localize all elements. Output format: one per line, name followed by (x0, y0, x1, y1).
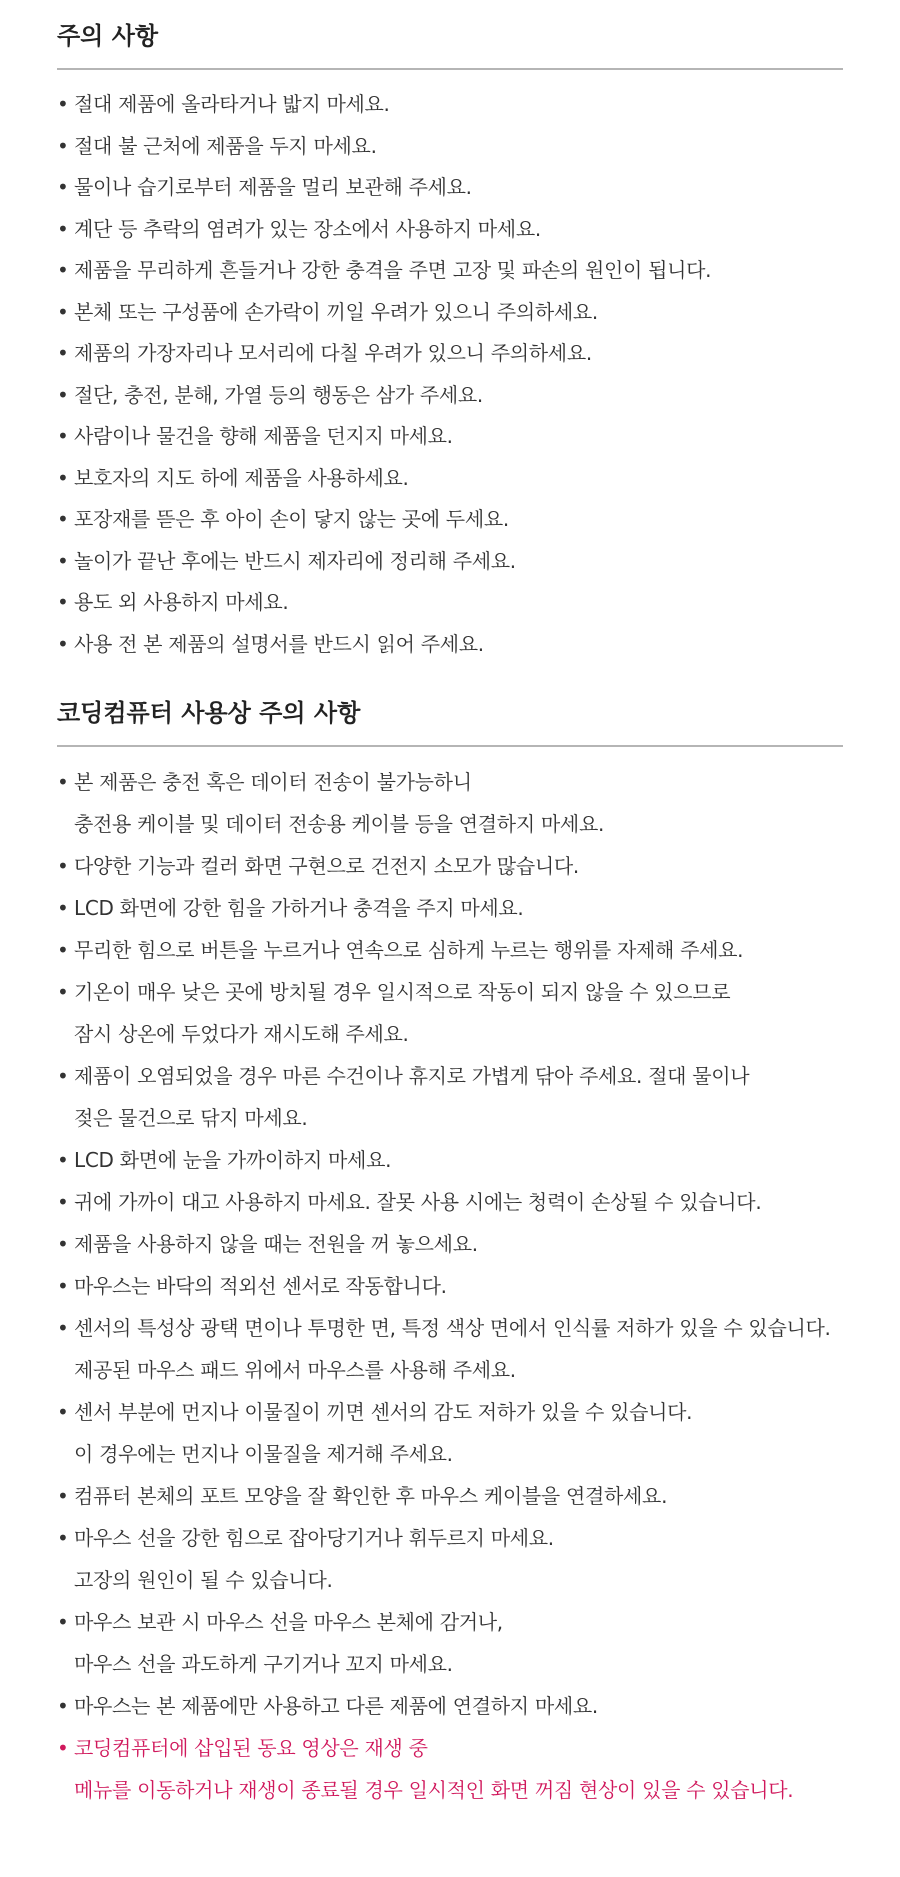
bullet-icon: • (57, 854, 69, 878)
caution-item (57, 375, 843, 417)
caution-item-text: 귀에 가까이 대고 사용하지 마세요. 잘못 사용 시에는 청력이 손상될 수 있습니다. (74, 1190, 762, 1214)
caution-item-text: 물이나 습기로부터 제품을 멀리 보관해 주세요. (74, 175, 472, 199)
bullet-icon: • (57, 507, 69, 531)
caution-item (57, 1601, 843, 1685)
caution-item (57, 84, 843, 126)
caution-item (57, 1517, 843, 1601)
caution-item-text: 제품의 가장자리나 모서리에 다칠 우려가 있으니 주의하세요. (74, 341, 592, 365)
caution-item (57, 845, 843, 887)
bullet-icon: • (57, 1190, 69, 1214)
bullet-icon: • (57, 1400, 69, 1424)
caution-item-text: 마우스 보관 시 마우스 선을 마우스 본체에 감거나, 마우스 선을 과도하게 구기거나 꼬지 마세요. (74, 1610, 503, 1676)
caution-item (57, 1265, 843, 1307)
caution-item-text: 제품이 오염되었을 경우 마른 수건이나 휴지로 가볍게 닦아 주세요. 절대 물이나 젖은 물건으로 닦지 마세요. (74, 1064, 750, 1130)
caution-item (57, 458, 843, 500)
caution-item (57, 1391, 843, 1475)
section-divider (57, 745, 843, 747)
bullet-icon: • (57, 1316, 69, 1340)
bullet-icon: • (57, 92, 69, 116)
caution-item-text: 사용 전 본 제품의 설명서를 반드시 읽어 주세요. (74, 631, 484, 656)
caution-section (57, 18, 843, 665)
caution-item (57, 1139, 843, 1181)
caution-item-text: 마우스는 본 제품에만 사용하고 다른 제품에 연결하지 마세요. (74, 1694, 598, 1718)
caution-item (57, 126, 843, 168)
section-title: 주의 사항 (57, 22, 159, 50)
caution-item (57, 624, 843, 666)
caution-item (57, 333, 843, 375)
caution-item-text: 제품을 사용하지 않을 때는 전원을 꺼 놓으세요. (74, 1232, 478, 1256)
bullet-icon: • (57, 1694, 69, 1718)
caution-item-text: 절대 불 근처에 제품을 두지 마세요. (74, 133, 377, 158)
caution-item-text: 마우스는 바닥의 적외선 센서로 작동합니다. (74, 1274, 447, 1298)
bullet-icon: • (57, 1274, 69, 1298)
caution-item (57, 292, 843, 334)
caution-item (57, 209, 843, 251)
coding-computer-caution-section (57, 695, 843, 1811)
caution-item-text: 코딩컴퓨터에 삽입된 동요 영상은 재생 중 메뉴를 이동하거나 재생이 종료될 경우 일시적인 화면 꺼짐 현상이 있을 수 있습니다. (74, 1736, 794, 1802)
bullet-icon: • (57, 590, 69, 614)
bullet-icon: • (57, 175, 69, 199)
caution-item-text: 센서의 특성상 광택 면이나 투명한 면, 특정 색상 면에서 인식률 저하가 있을 수 있습니다. 제공된 마우스 패드 위에서 마우스를 사용해 주세요. (74, 1316, 831, 1382)
bullet-icon: • (57, 1232, 69, 1256)
caution-item-highlighted (57, 1727, 843, 1811)
caution-item-text: 놀이가 끝난 후에는 반드시 제자리에 정리해 주세요. (74, 548, 516, 573)
bullet-icon: • (57, 1526, 69, 1550)
caution-item (57, 416, 843, 458)
bullet-icon: • (57, 258, 69, 282)
caution-item-text: 제품을 무리하게 흔들거나 강한 충격을 주면 고장 및 파손의 원인이 됩니다. (74, 258, 712, 282)
caution-item-text: 포장재를 뜯은 후 아이 손이 닿지 않는 곳에 두세요. (74, 507, 509, 531)
bullet-icon: • (57, 216, 69, 241)
bullet-icon: • (57, 382, 69, 407)
bullet-icon: • (57, 938, 69, 962)
caution-item-text: 본체 또는 구성품에 손가락이 끼일 우려가 있으니 주의하세요. (74, 299, 598, 324)
caution-item (57, 929, 843, 971)
caution-list (57, 761, 843, 1811)
caution-item (57, 1055, 843, 1139)
bullet-icon: • (57, 299, 69, 324)
caution-item-text: 보호자의 지도 하에 제품을 사용하세요. (74, 465, 409, 490)
caution-item (57, 1685, 843, 1727)
caution-item (57, 1475, 843, 1517)
bullet-icon: • (57, 770, 69, 794)
bullet-icon: • (57, 631, 69, 656)
bullet-icon: • (57, 1064, 69, 1088)
caution-item (57, 1307, 843, 1391)
caution-item (57, 887, 843, 929)
caution-item (57, 250, 843, 292)
section-divider (57, 68, 843, 70)
caution-item (57, 582, 843, 624)
caution-item-text: 본 제품은 충전 혹은 데이터 전송이 불가능하니 충전용 케이블 및 데이터 전송용 케이블 등을 연결하지 마세요. (74, 770, 605, 836)
caution-list (57, 84, 843, 665)
caution-item (57, 541, 843, 583)
bullet-icon: • (57, 1484, 69, 1508)
bullet-icon: • (57, 341, 69, 365)
caution-item (57, 1223, 843, 1265)
bullet-icon: • (57, 896, 69, 920)
caution-item-text: 센서 부분에 먼지나 이물질이 끼면 센서의 감도 저하가 있을 수 있습니다. 이 경우에는 먼지나 이물질을 제거해 주세요. (74, 1400, 693, 1466)
caution-item-text: 용도 외 사용하지 마세요. (74, 590, 289, 614)
bullet-icon: • (57, 1610, 69, 1634)
caution-item-text: 기온이 매우 낮은 곳에 방치될 경우 일시적으로 작동이 되지 않을 수 있으므로 잠시 상온에 두었다가 재시도해 주세요. (74, 980, 731, 1046)
caution-item (57, 971, 843, 1055)
caution-item-text: 절단, 충전, 분해, 가열 등의 행동은 삼가 주세요. (74, 382, 483, 407)
caution-item (57, 1181, 843, 1223)
caution-item-text: 절대 제품에 올라타거나 밟지 마세요. (74, 92, 390, 116)
bullet-icon: • (57, 980, 69, 1004)
caution-item-text: 사람이나 물건을 향해 제품을 던지지 마세요. (74, 424, 453, 448)
caution-item-text: 계단 등 추락의 염려가 있는 장소에서 사용하지 마세요. (74, 216, 541, 241)
caution-item (57, 499, 843, 541)
bullet-icon: • (57, 548, 69, 573)
bullet-icon: • (57, 465, 69, 490)
caution-item (57, 761, 843, 845)
caution-item-text: 다양한 기능과 컬러 화면 구현으로 건전지 소모가 많습니다. (74, 854, 579, 878)
bullet-icon: • (57, 133, 69, 158)
caution-item-text: 무리한 힘으로 버튼을 누르거나 연속으로 심하게 누르는 행위를 자제해 주세요. (74, 938, 744, 962)
caution-item-text: 마우스 선을 강한 힘으로 잡아당기거나 휘두르지 마세요. 고장의 원인이 될 수 있습니다. (74, 1526, 554, 1592)
section-title: 코딩컴퓨터 사용상 주의 사항 (57, 699, 361, 727)
bullet-icon: • (57, 1148, 69, 1172)
caution-item (57, 167, 843, 209)
bullet-icon: • (57, 1736, 69, 1760)
caution-item-text: LCD 화면에 강한 힘을 가하거나 충격을 주지 마세요. (74, 896, 524, 920)
caution-item-text: LCD 화면에 눈을 가까이하지 마세요. (74, 1148, 392, 1172)
caution-item-text: 컴퓨터 본체의 포트 모양을 잘 확인한 후 마우스 케이블을 연결하세요. (74, 1484, 668, 1508)
bullet-icon: • (57, 424, 69, 448)
